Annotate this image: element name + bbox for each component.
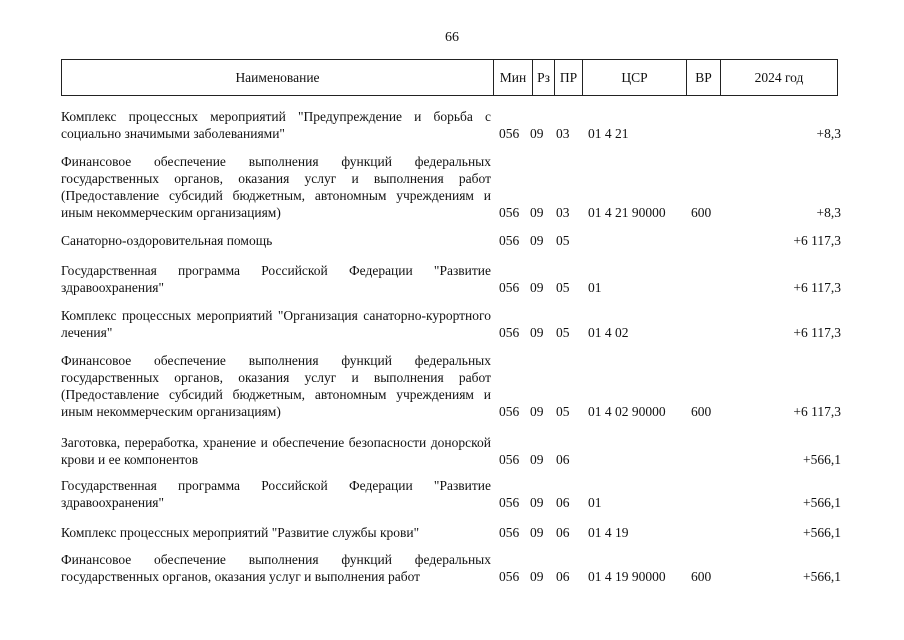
table-row <box>61 524 841 541</box>
row-name: Финансовое обеспечение выполнения функций федеральных государственных органов, оказания услуг и выполнения работ <box>61 552 491 584</box>
row-amount: +566,1 <box>803 452 841 467</box>
row-name: Финансовое обеспечение выполнения функций федеральных государственных органов, оказания услуг и выполнения работ (Предоставление субсидий бюджетным, автономным учреждениям и иным некоммерческим организациям) <box>61 154 491 220</box>
header-year: 2024 год <box>721 60 838 96</box>
row-name: Государственная программа Российской Федерации "Развитие здравоохранения" <box>61 263 491 295</box>
header-min: Мин <box>494 60 533 96</box>
row-csr: 01 4 21 90000 <box>588 205 666 220</box>
header-pr: ПР <box>555 60 583 96</box>
row-name: Финансовое обеспечение выполнения функций федеральных государственных органов, оказания услуг и выполнения работ (Предоставление субсидий бюджетным, автономным учреждениям и иным некоммерческим организациям) <box>61 353 491 419</box>
table-row <box>61 434 841 468</box>
row-min: 056 <box>499 233 520 248</box>
row-amount: +6 117,3 <box>793 233 841 248</box>
row-pr: 03 <box>556 205 570 220</box>
row-amount: +6 117,3 <box>793 404 841 419</box>
row-min: 056 <box>499 404 520 419</box>
row-csr: 01 <box>588 495 602 510</box>
row-pr: 06 <box>556 495 570 510</box>
row-pr: 05 <box>556 325 570 340</box>
header-name: Наименование <box>62 60 494 96</box>
row-amount: +6 117,3 <box>793 325 841 340</box>
table-row <box>61 352 841 420</box>
row-min: 056 <box>499 452 520 467</box>
row-rz: 09 <box>530 126 544 141</box>
row-rz: 09 <box>530 233 544 248</box>
row-min: 056 <box>499 569 520 584</box>
row-vr: 600 <box>691 205 712 220</box>
row-rz: 09 <box>530 495 544 510</box>
row-min: 056 <box>499 325 520 340</box>
table-row <box>61 262 841 296</box>
row-min: 056 <box>499 205 520 220</box>
row-csr: 01 4 21 <box>588 126 629 141</box>
row-amount: +566,1 <box>803 525 841 540</box>
table-row <box>61 232 841 249</box>
header-vr: ВР <box>687 60 721 96</box>
row-name: Комплекс процессных мероприятий "Развитие службы крови" <box>61 525 420 540</box>
row-pr: 06 <box>556 452 570 467</box>
row-min: 056 <box>499 280 520 295</box>
row-pr: 06 <box>556 525 570 540</box>
row-csr: 01 4 19 90000 <box>588 569 666 584</box>
row-rz: 09 <box>530 205 544 220</box>
header-rz: Рз <box>533 60 555 96</box>
row-amount: +8,3 <box>816 205 841 220</box>
row-pr: 05 <box>556 280 570 295</box>
row-rz: 09 <box>530 280 544 295</box>
row-csr: 01 <box>588 280 602 295</box>
page-number: 66 <box>445 30 459 45</box>
row-csr: 01 4 02 90000 <box>588 404 666 419</box>
row-csr: 01 4 02 <box>588 325 629 340</box>
row-amount: +566,1 <box>803 495 841 510</box>
row-name: Заготовка, переработка, хранение и обеспечение безопасности донорской крови и ее компонентов <box>61 435 491 467</box>
table-row <box>61 153 841 221</box>
table-header <box>61 59 838 96</box>
row-min: 056 <box>499 525 520 540</box>
row-name: Комплекс процессных мероприятий "Организация санаторно-курортного лечения" <box>61 308 491 340</box>
row-rz: 09 <box>530 325 544 340</box>
row-pr: 03 <box>556 126 570 141</box>
table-row <box>61 551 841 585</box>
row-rz: 09 <box>530 404 544 419</box>
row-rz: 09 <box>530 452 544 467</box>
row-rz: 09 <box>530 525 544 540</box>
row-name: Государственная программа Российской Федерации "Развитие здравоохранения" <box>61 478 491 510</box>
row-name: Комплекс процессных мероприятий "Предупреждение и борьба с социально значимыми заболеваниями" <box>61 109 491 141</box>
row-csr: 01 4 19 <box>588 525 629 540</box>
table-row <box>61 307 841 341</box>
table-row <box>61 477 841 511</box>
table-row <box>61 108 841 142</box>
row-pr: 05 <box>556 404 570 419</box>
row-name: Санаторно-оздоровительная помощь <box>61 233 273 248</box>
row-rz: 09 <box>530 569 544 584</box>
row-pr: 05 <box>556 233 570 248</box>
row-amount: +8,3 <box>816 126 841 141</box>
row-min: 056 <box>499 126 520 141</box>
header-csr: ЦСР <box>583 60 687 96</box>
row-pr: 06 <box>556 569 570 584</box>
row-amount: +6 117,3 <box>793 280 841 295</box>
row-min: 056 <box>499 495 520 510</box>
row-vr: 600 <box>691 404 712 419</box>
row-vr: 600 <box>691 569 712 584</box>
row-amount: +566,1 <box>803 569 841 584</box>
